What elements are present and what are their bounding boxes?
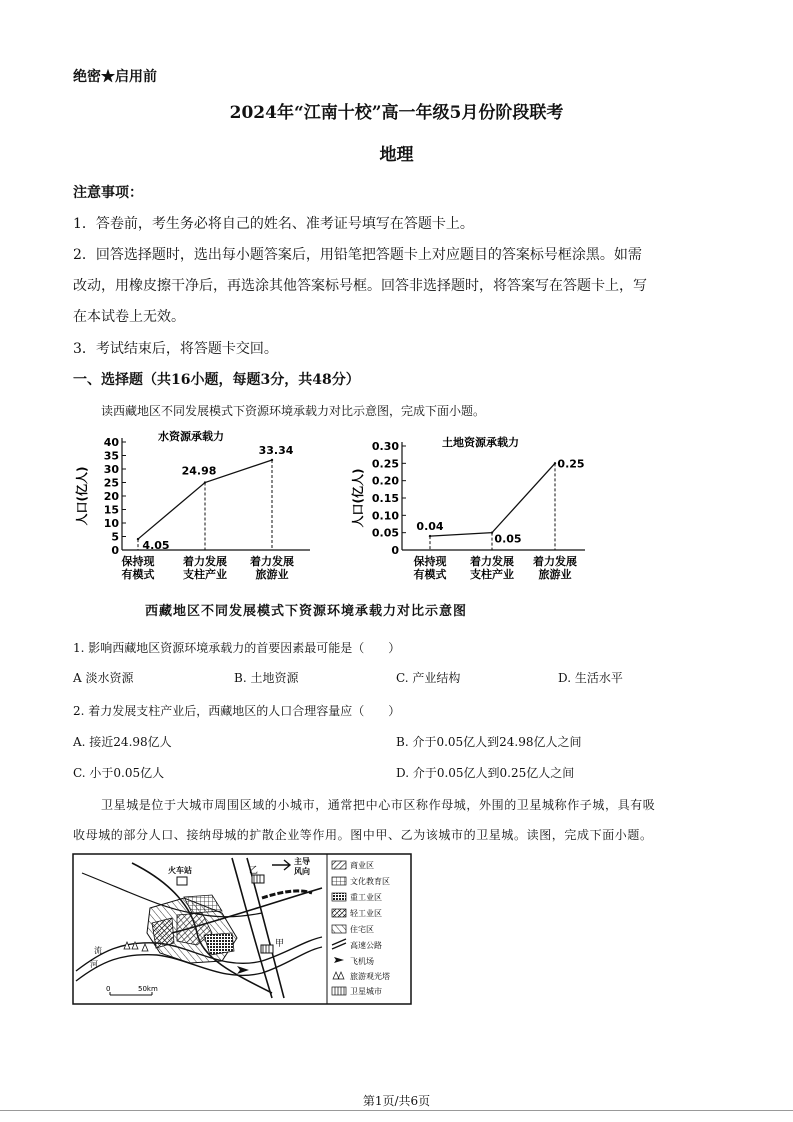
x-category-label: 支柱产业 xyxy=(470,568,514,581)
scale-zero: 0 xyxy=(106,985,111,993)
x-category-label: 保持现 xyxy=(413,555,447,568)
legend-education: 文化教育区 xyxy=(350,877,390,886)
legend-heavy-industry: 重工业区 xyxy=(350,893,382,902)
river-label-2: 河 xyxy=(90,960,98,969)
wind-label-1: 主导 xyxy=(294,857,310,866)
railway-station-label: 火车站 xyxy=(168,866,192,875)
q1-stem: 1. 影响西藏地区资源环境承载力的首要因素最可能是（ ） xyxy=(73,641,401,655)
notes-heading: 注意事项： xyxy=(73,185,143,201)
data-label: 0.25 xyxy=(557,457,585,471)
passage-line-2: 收母城的部分人口、接纳母城的扩散企业等作用。图中甲、乙为该城市的卫星城。读图，完成下面小题。 xyxy=(73,828,653,842)
note-item-2-line1: 2．回答选择题时，选出每小题答案后，用铅笔把答题卡上对应题目的答案标号框涂黑。如需 xyxy=(73,247,642,263)
note-item-3: 3．考试结束后，将答题卡交回。 xyxy=(73,341,278,357)
x-category-label: 支柱产业 xyxy=(183,568,227,581)
chart-title: 土地资源承载力 xyxy=(442,436,519,449)
y-tick-label: 15 xyxy=(103,503,119,517)
y-axis-label: 人口(亿人) xyxy=(75,466,89,526)
q2-stem: 2. 着力发展支柱产业后，西藏地区的人口合理容量应（ ） xyxy=(73,704,401,718)
y-tick-label: 0.30 xyxy=(371,440,399,453)
q1-option-a: A 淡水资源 xyxy=(73,671,134,685)
y-tick-label: 20 xyxy=(103,490,119,503)
legend-satellite-city: 卫星城市 xyxy=(350,987,382,996)
x-category-label: 旅游业 xyxy=(255,568,289,581)
river-label-1: 流 xyxy=(94,946,102,955)
x-category-label: 有模式 xyxy=(121,568,155,581)
q2-option-c: C. 小于0.05亿人 xyxy=(73,766,165,780)
satellite-yi-label: 乙 xyxy=(249,866,259,876)
x-category-label: 着力发展 xyxy=(183,555,227,568)
secret-label: 绝密★启用前 xyxy=(73,69,157,85)
satellite-jia-label: 甲 xyxy=(275,939,285,949)
subject-title: 地理 xyxy=(379,145,414,165)
legend-tower: 旅游观光塔 xyxy=(350,972,390,981)
y-tick-label: 35 xyxy=(103,449,119,463)
q1-option-b: B. 土地资源 xyxy=(234,671,299,685)
data-point xyxy=(204,481,206,483)
q2-option-b: B. 介于0.05亿人到24.98亿人之间 xyxy=(396,735,582,749)
x-category-label: 旅游业 xyxy=(538,568,572,581)
legend-airport: 飞机场 xyxy=(350,957,374,966)
legend-commercial: 商业区 xyxy=(350,861,374,870)
data-point xyxy=(137,538,139,540)
legend-residential: 住宅区 xyxy=(350,925,374,934)
y-tick-label: 25 xyxy=(103,476,119,490)
page-number: 第1页/共6页 xyxy=(362,1094,431,1108)
figure-caption: 西藏地区不同发展模式下资源环境承载力对比示意图 xyxy=(145,604,468,619)
land-capacity-chart xyxy=(350,432,600,594)
y-tick-label: 0 xyxy=(391,544,399,557)
note-item-2-line3: 在本试卷上无效。 xyxy=(73,309,185,325)
x-category-label: 着力发展 xyxy=(250,555,294,568)
data-point xyxy=(554,462,556,464)
x-category-label: 保持现 xyxy=(121,555,155,568)
railway-station-icon xyxy=(177,877,187,885)
passage-line-1: 卫星城是位于大城市周围区域的小城市，通常把中心市区称作母城，外围的卫星城称作子城，具有吸 xyxy=(101,798,656,812)
y-tick-label: 0.05 xyxy=(371,526,399,540)
q2-option-a: A. 接近24.98亿人 xyxy=(73,735,172,749)
footer-rule xyxy=(0,1110,793,1111)
q1-option-c: C. 产业结构 xyxy=(396,671,461,685)
x-category-label: 着力发展 xyxy=(533,555,577,568)
data-label: 0.05 xyxy=(494,532,522,546)
y-tick-label: 0.25 xyxy=(371,457,399,471)
legend-highway: 高速公路 xyxy=(350,941,382,950)
light-industry-zone xyxy=(152,918,174,948)
y-tick-label: 10 xyxy=(103,517,119,530)
legend-light-industry: 轻工业区 xyxy=(350,909,382,918)
q2-option-d: D. 介于0.05亿人到0.25亿人之间 xyxy=(396,766,575,780)
y-tick-label: 40 xyxy=(103,436,119,449)
wind-label-2: 风向 xyxy=(294,867,310,876)
y-tick-label: 0.10 xyxy=(371,509,399,523)
satellite-city-jia-icon xyxy=(261,945,273,953)
water-capacity-chart xyxy=(70,424,340,594)
y-tick-label: 5 xyxy=(111,530,119,544)
satellite-city-map xyxy=(72,853,412,1005)
section-heading: 一、选择题（共16小题，每题3分，共48分） xyxy=(73,372,360,388)
data-point xyxy=(271,459,273,461)
data-line xyxy=(430,463,555,536)
data-label: 33.34 xyxy=(258,443,294,457)
y-tick-label: 0 xyxy=(111,544,119,557)
chart-title: 水资源承载力 xyxy=(158,430,224,443)
x-category-label: 着力发展 xyxy=(470,555,514,568)
satellite-city-yi-icon xyxy=(252,875,264,883)
x-category-label: 有模式 xyxy=(413,568,447,581)
scale-fifty: 50km xyxy=(138,985,158,993)
exam-title: 2024年“江南十校”高一年级5月份阶段联考 xyxy=(229,103,564,123)
y-tick-label: 0.15 xyxy=(371,492,399,505)
data-label: 0.04 xyxy=(416,520,444,534)
data-label: 4.05 xyxy=(142,539,170,553)
q1-option-d: D. 生活水平 xyxy=(558,671,623,685)
note-item-2-line2: 改动，用橡皮擦干净后，再选涂其他答案标号框。回答非选择题时，将答案写在答题卡上，写 xyxy=(73,278,647,294)
data-label: 24.98 xyxy=(181,464,217,478)
data-point xyxy=(429,535,431,537)
y-axis-label: 人口(亿人) xyxy=(351,468,365,528)
data-point xyxy=(491,531,493,533)
y-tick-label: 30 xyxy=(103,463,119,476)
note-item-1: 1．答卷前，考生务必将自己的姓名、准考证号填写在答题卡上。 xyxy=(73,216,474,232)
y-tick-label: 0.20 xyxy=(371,474,399,488)
section-intro: 读西藏地区不同发展模式下资源环境承载力对比示意图，完成下面小题。 xyxy=(101,404,486,418)
